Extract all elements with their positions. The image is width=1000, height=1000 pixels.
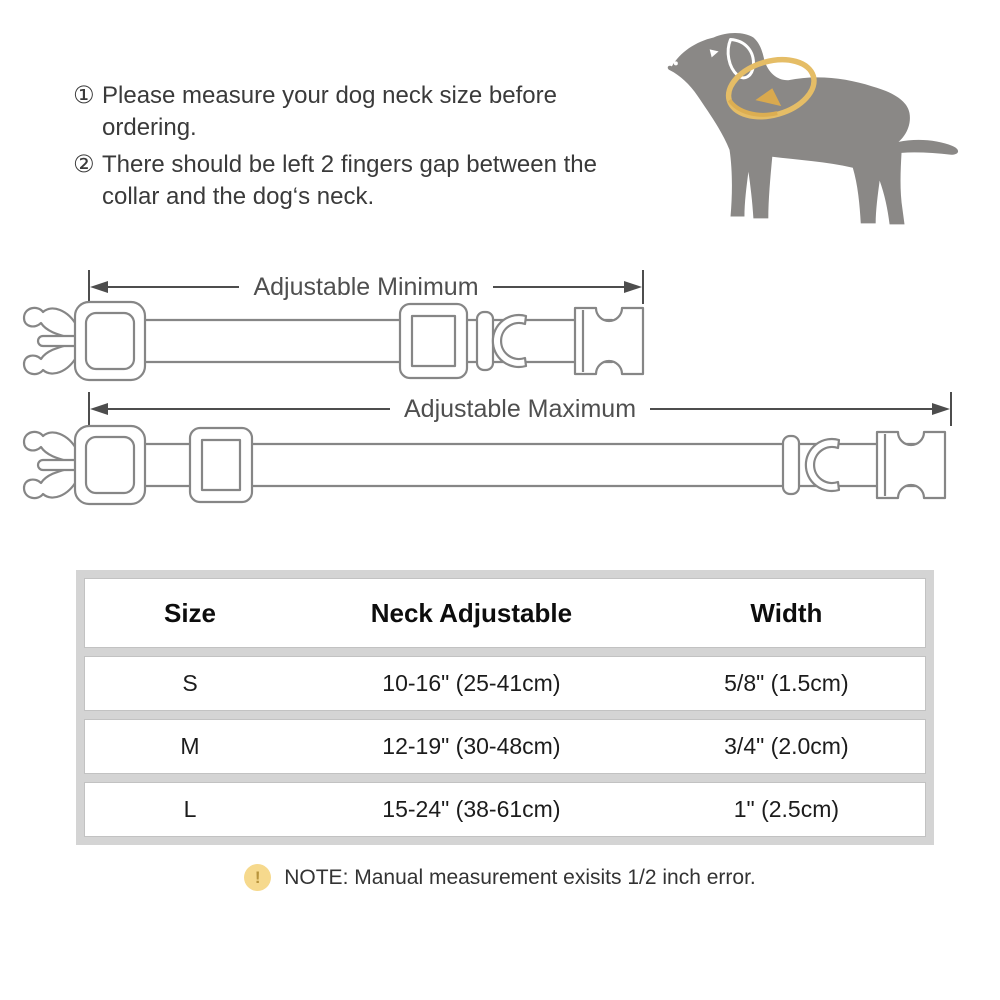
male-buckle-icon [24, 302, 145, 380]
size-table [76, 570, 934, 845]
male-buckle-icon [24, 426, 145, 504]
table-row-m [84, 719, 926, 774]
col-header-neck: Neck Adjustable [370, 597, 573, 628]
dog-nose-dot [674, 61, 678, 65]
adjustable-maximum-label: Adjustable Maximum [403, 394, 637, 423]
note-text: NOTE: Manual measurement exisits 1/2 inch error. [284, 865, 756, 889]
cell-neck: 10-16" (25-41cm) [382, 670, 561, 696]
step-1-text: Please measure your dog neck size before ordering. [102, 82, 557, 141]
female-buckle-icon [575, 308, 643, 374]
instruction-step-2 [73, 149, 663, 213]
exclamation-icon: ! [244, 864, 271, 891]
step-2-text: There should be left 2 fingers gap between the collar and the dog‘s neck. [102, 150, 597, 210]
collar-maximum-diagram [12, 420, 957, 510]
arrow-left-icon [90, 403, 108, 415]
cell-size: M [180, 733, 200, 759]
cell-neck: 12-19" (30-48cm) [382, 733, 561, 759]
cell-size: S [182, 670, 198, 696]
keeper-loop [477, 312, 493, 370]
arrow-left-icon [90, 281, 108, 293]
arrow-right-icon [624, 281, 642, 293]
slider-buckle-icon [190, 428, 252, 502]
collar-minimum-diagram [12, 296, 657, 386]
cell-width: 3/4" (2.0cm) [724, 733, 849, 759]
keeper-loop [783, 436, 799, 494]
col-header-size: Size [163, 597, 217, 628]
collar-strap [122, 320, 612, 362]
table-row-s [84, 656, 926, 711]
note-row [0, 864, 1000, 891]
arrow-right-icon [932, 403, 950, 415]
female-buckle-icon [877, 432, 945, 498]
step-1-number: ① [73, 81, 95, 109]
table-header-row [84, 578, 926, 648]
instruction-step-1 [73, 80, 663, 144]
cell-neck: 15-24" (38-61cm) [382, 796, 561, 822]
cell-width: 5/8" (1.5cm) [724, 670, 849, 696]
slider-buckle-icon [400, 304, 467, 378]
cell-width: 1" (2.5cm) [733, 796, 840, 822]
dog-illustration [652, 8, 990, 238]
step-2-number: ② [73, 149, 95, 178]
dog-silhouette-icon [652, 8, 990, 238]
adjustable-minimum-label: Adjustable Minimum [253, 272, 479, 301]
cell-size: L [183, 796, 197, 822]
measure-instructions [73, 80, 663, 218]
table-row-l [84, 782, 926, 837]
col-header-width: Width [750, 597, 823, 628]
